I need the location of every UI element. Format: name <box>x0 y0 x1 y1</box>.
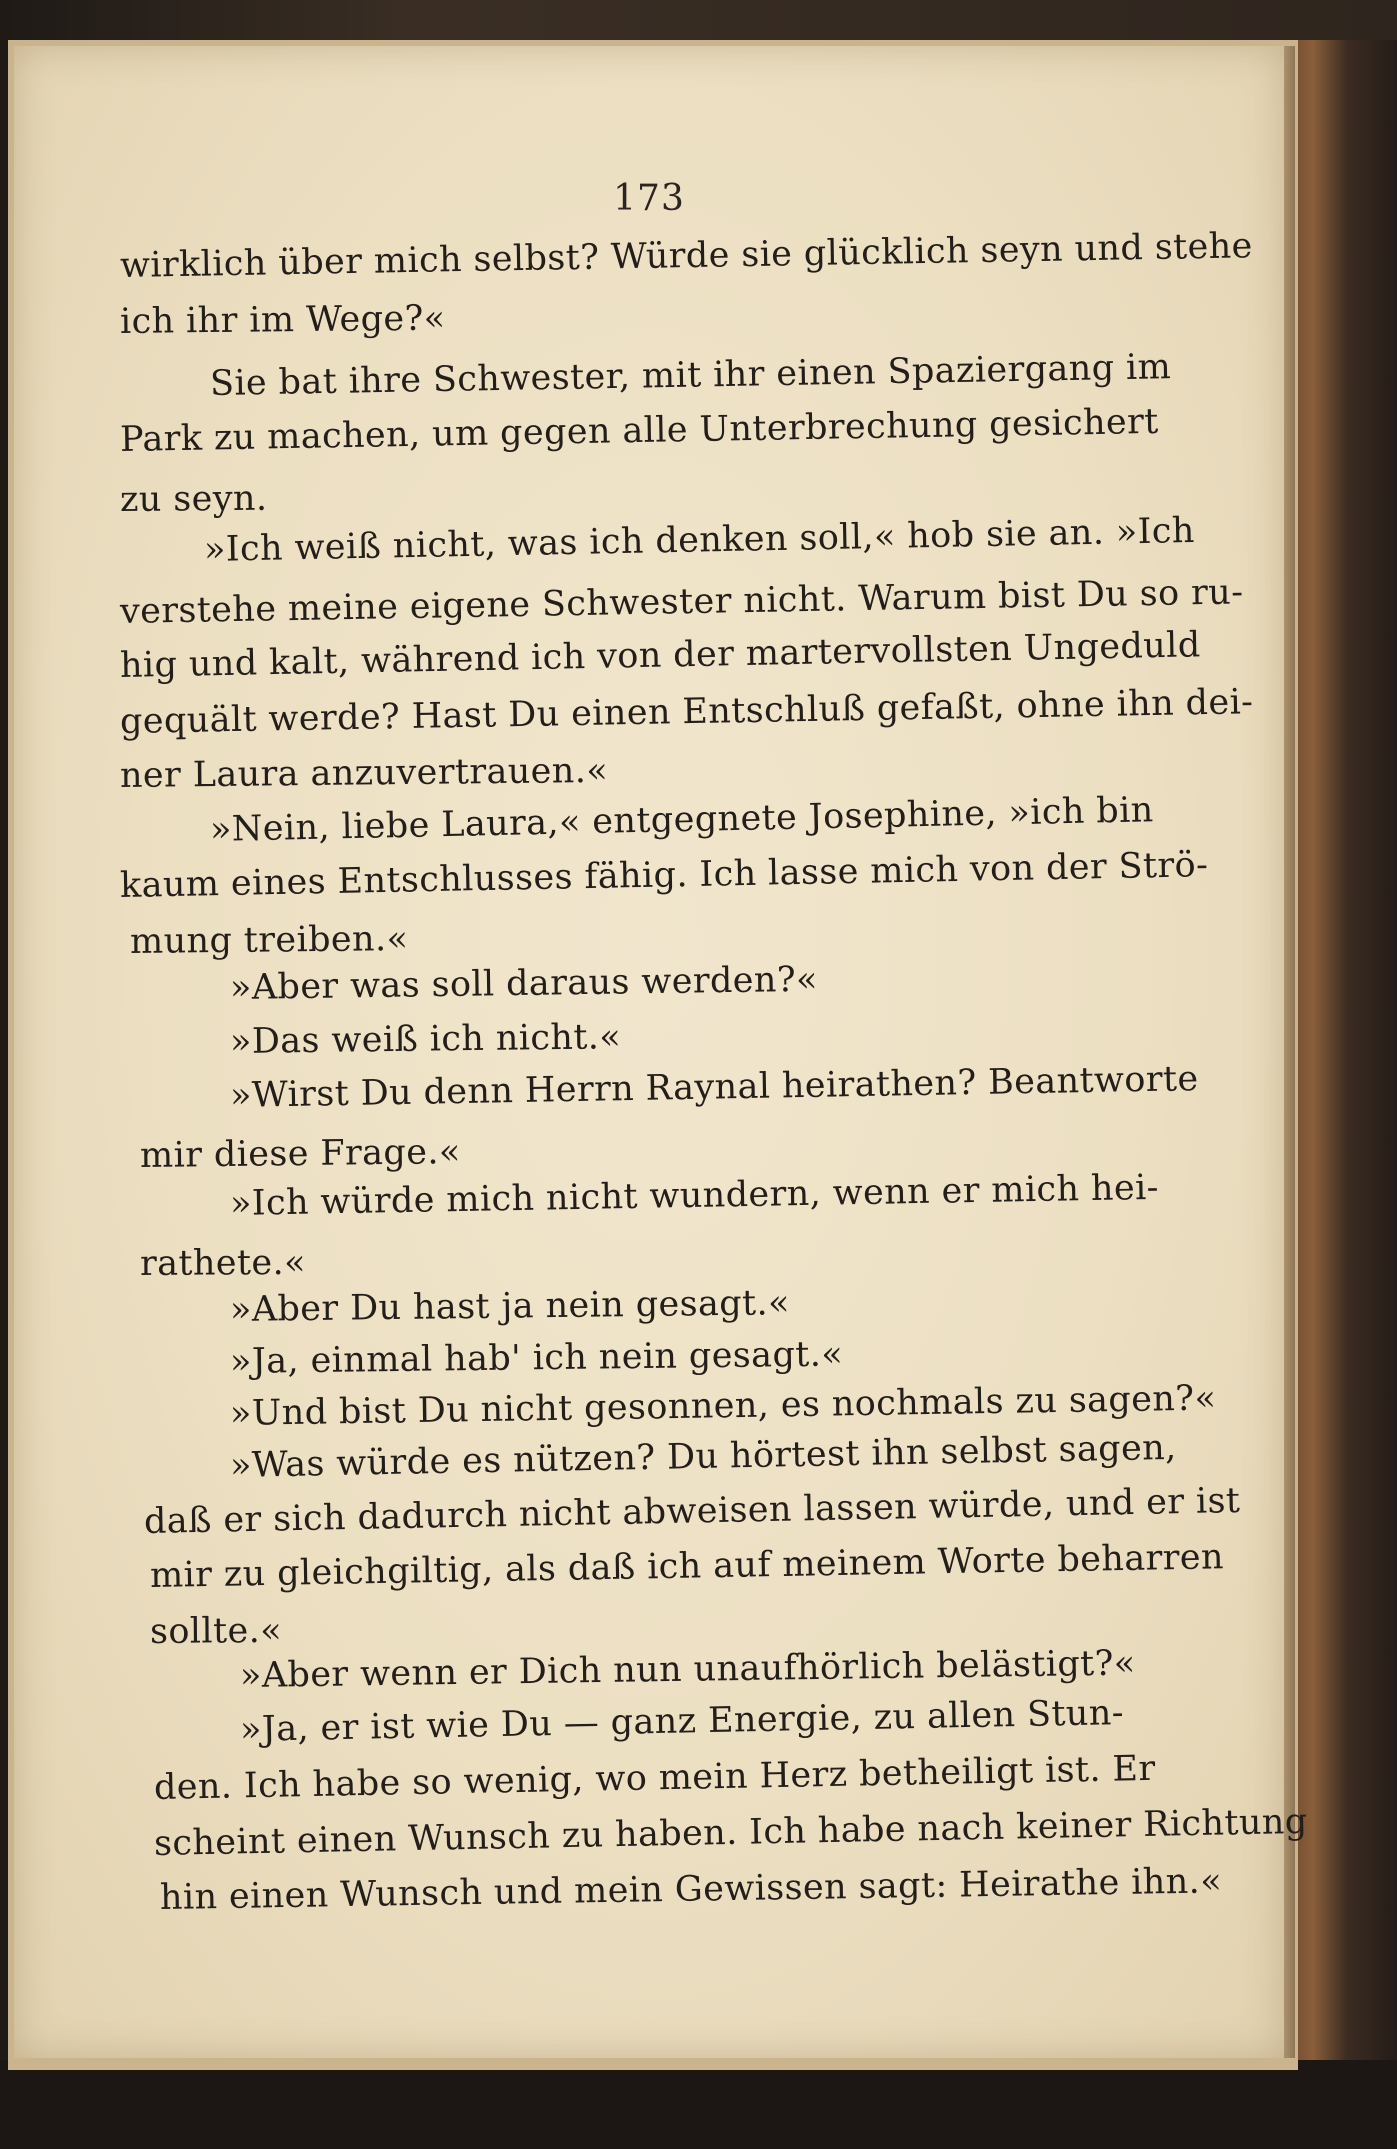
text-line: gequält werde? Hast Du einen Entschluß gefaßt, ohne ihn dei- <box>119 682 1254 742</box>
text-line: scheint einen Wunsch zu haben. Ich habe nach keiner Richtung <box>153 1801 1308 1864</box>
text-line: »Was würde es nützen? Du hörtest ihn selbst sagen, <box>229 1427 1177 1486</box>
page-number: 173 <box>613 178 685 219</box>
text-line: »Nein, liebe Laura,« entgegnete Josephine, »ich bin <box>209 790 1155 850</box>
text-line: »Ja, er ist wie Du — ganz Energie, zu allen Stun- <box>239 1693 1125 1750</box>
text-line: ich ihr im Wege?« <box>119 298 446 342</box>
text-line: sollte.« <box>149 1610 283 1652</box>
text-line: »Aber Du hast ja nein gesagt.« <box>229 1283 791 1330</box>
text-line: »Ich weiß nicht, was ich denken soll,« hob sie an. »Ich <box>203 510 1196 570</box>
text-line: ner Laura anzuvertrauen.« <box>119 750 609 796</box>
text-line: hin einen Wunsch und mein Gewissen sagt: Heirathe ihn.« <box>159 1861 1223 1918</box>
text-line: Park zu machen, um gegen alle Unterbrechung gesichert <box>119 401 1160 460</box>
text-line: hig und kalt, während ich von der martervollsten Ungeduld <box>119 625 1201 686</box>
text-line: rathete.« <box>139 1242 306 1284</box>
text-line: mir diese Frage.« <box>139 1132 461 1176</box>
page-sheet <box>14 46 1308 2058</box>
text-line: »Ich würde mich nicht wundern, wenn er mich hei- <box>229 1167 1160 1224</box>
text-line: mir zu gleichgiltig, als daß ich auf meinem Worte beharren <box>149 1537 1225 1596</box>
text-line: wirklich über mich selbst? Würde sie glücklich seyn und stehe <box>119 226 1254 286</box>
text-line: den. Ich habe so wenig, wo mein Herz betheiligt ist. Er <box>153 1748 1156 1808</box>
scan-background <box>0 2060 1397 2149</box>
text-line: daß er sich dadurch nicht abweisen lassen würde, und er ist <box>143 1480 1241 1542</box>
text-line: zu seyn. <box>119 478 268 520</box>
text-line: Sie bat ihre Schwester, mit ihr einen Spaziergang im <box>209 347 1172 404</box>
text-line: »Das weiß ich nicht.« <box>229 1017 622 1062</box>
text-line: »Ja, einmal hab' ich nein gesagt.« <box>229 1334 844 1382</box>
text-line: verstehe meine eigene Schwester nicht. Warum bist Du so ru- <box>119 572 1244 632</box>
text-line: »Aber was soll daraus werden?« <box>229 959 819 1008</box>
text-line: »Wirst Du denn Herrn Raynal heirathen? Beantworte <box>229 1059 1199 1116</box>
text-line: kaum eines Entschlusses fähig. Ich lasse mich von der Strö- <box>119 845 1209 906</box>
text-line: »Und bist Du nicht gesonnen, es nochmals zu sagen?« <box>229 1378 1217 1434</box>
text-line: »Aber wenn er Dich nun unaufhörlich belästigt?« <box>239 1643 1136 1696</box>
text-line: mung treiben.« <box>129 919 409 962</box>
